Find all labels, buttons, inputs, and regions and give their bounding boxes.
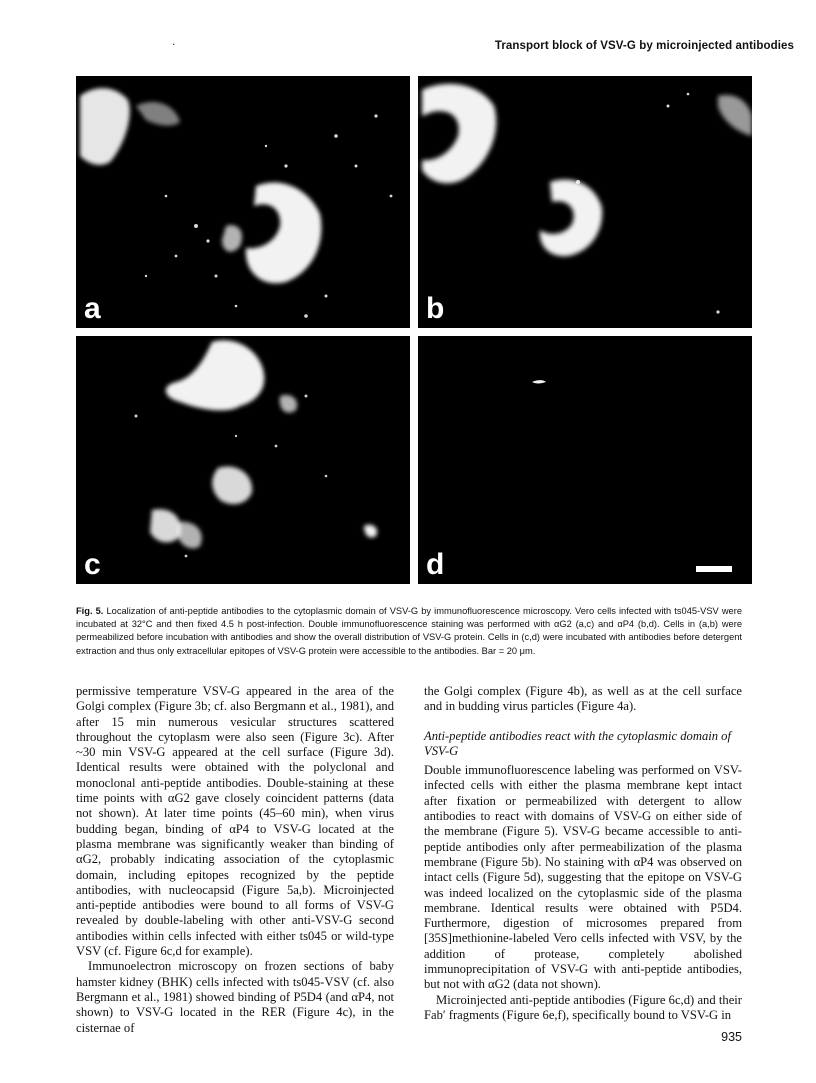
figure-caption	[76, 605, 742, 658]
scale-bar	[696, 566, 732, 572]
figure-panel-a	[76, 76, 410, 328]
panel-label-d: d	[426, 548, 445, 581]
micrograph-c	[76, 336, 410, 584]
figure-panel-d	[418, 336, 752, 584]
paragraph: Microinjected anti-peptide antibodies (Figure 6c,d) and their Fab′ fragments (Figure 6e,f), specifically bound to VSV-G in	[424, 992, 742, 1022]
micrograph-d	[418, 336, 752, 584]
paragraph: the Golgi complex (Figure 4b), as well as at the cell surface and in budding virus particles (Figure 4a).	[424, 684, 742, 714]
left-column	[76, 684, 394, 1036]
paragraph: Immunoelectron microscopy on frozen sections of baby hamster kidney (BHK) cells infected with ts045-VSV (cf. also Bergmann et al., 1981) showed binding of P5D4 (and αP4, not shown) to VSV-G located in the RER (Figure 4c), in the cisternae of	[76, 959, 394, 1035]
paragraph: permissive temperature VSV-G appeared in the area of the Golgi complex (Figure 3b; cf. also Bergmann et al., 1981), and after 15 min numerous vesicular structures scattered throughout the cytoplasm were also seen (Figure 3c). After ~30 min VSV-G appeared at the cell surface (Figure 3d). Identical results were obtained with the polyclonal and monoclonal anti-peptide antibodies. Double-staining at these time points with αG2 gave closely coincident patterns (data not shown). At later time points (45–60 min), when virus budding began, binding of αP4 to VSV-G located at the plasma membrane was significantly weaker than binding of αG2, probably indicating association of the cytoplasmic domain, including epitopes recognized by the peptide antibodies, with nucleocapsid (Figure 5a,b). Microinjected anti-peptide antibodies were bound to all forms of VSV-G revealed by double-labeling with other anti-VSV-G second antibodies within cells infected with either ts045 or wild-type VSV (cf. Figure 6c,d for example).	[76, 684, 394, 959]
micrograph-a	[76, 76, 410, 328]
figure-caption-label: Fig. 5.	[76, 606, 104, 616]
figure-caption-text: Localization of anti-peptide antibodies to the cytoplasmic domain of VSV-G by immunofluorescence microscopy. Vero cells infected with ts045-VSV were incubated at 32°C and then fixed 4.5 h post-infection. Double immunofluorescence staining was performed with αG2 (a,c) and αP4 (b,d). Cells in (a,b) were permeabilized before incubation with antibodies and show the overall distribution of VSV-G protein. Cells in (c,d) were incubated with antibodies before detergent extraction and thus only extracellular epitopes of VSV-G protein were accessible to the antibodies. Bar = 20 μm.	[76, 606, 742, 656]
figure-panel-b	[418, 76, 752, 328]
paragraph: Double immunofluorescence labeling was performed on VSV-infected cells with either the plasma membrane kept intact after fixation or permeabilized with detergent to allow antibodies to react with domains of VSV-G on either side of the membrane (Figure 5). VSV-G became accessible to anti-peptide antibodies only after permeabilization of the plasma membrane (Figure 5b). No staining with αP4 was observed on intact cells (Figure 5d), suggesting that the epitope on VSV-G was indeed localized on the cytoplasmic side of the plasma membrane. Identical results were obtained with P5D4. Furthermore, digestion of microsomes prepared from [35S]methionine-labeled Vero cells infected with VSV, by the addition of protease, completely abolished immunoprecipitation of VSV-G with anti-peptide antibodies, but not with αG2 (data not shown).	[424, 763, 742, 992]
panel-label-c: c	[84, 548, 101, 581]
micrograph-b	[418, 76, 752, 328]
right-column	[424, 684, 742, 1023]
running-head: Transport block of VSV-G by microinjected antibodies	[494, 40, 794, 52]
panel-label-a: a	[84, 292, 101, 325]
section-heading: Anti-peptide antibodies react with the cytoplasmic domain of VSV-G	[424, 728, 731, 758]
panel-label-b: b	[426, 292, 445, 325]
figure-panel-c	[76, 336, 410, 584]
stray-dot: ·	[172, 40, 176, 51]
page-number: 935	[721, 1030, 742, 1044]
